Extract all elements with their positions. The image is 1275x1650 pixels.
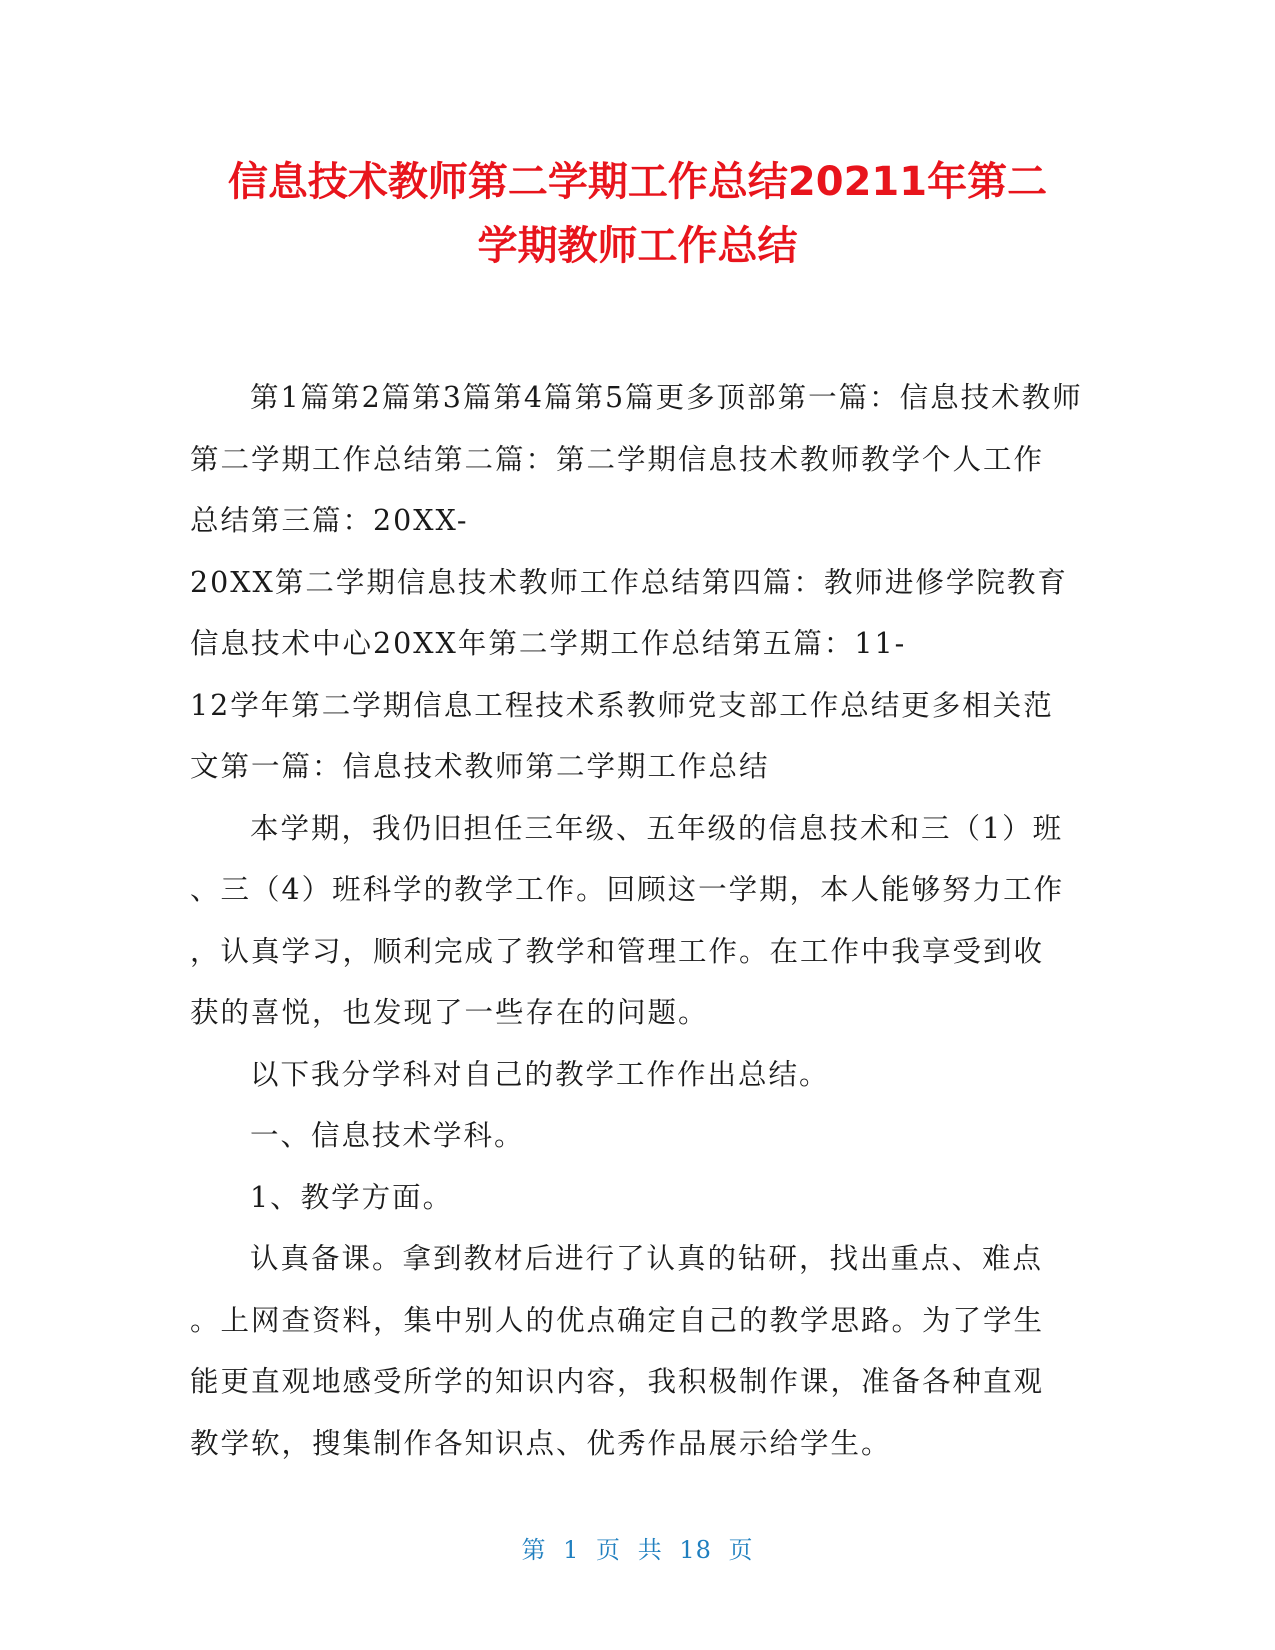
- page-footer: [0, 1535, 1275, 1565]
- text-line: 第1篇第2篇第3篇第4篇第5篇更多顶部第一篇：信息技术教师: [250, 381, 1083, 414]
- text-line: 本学期，我仍旧担任三年级、五年级的信息技术和三（1）班: [250, 811, 1064, 845]
- title-line: 学期教师工作总结: [477, 223, 798, 269]
- intro-paragraph: [190, 367, 1083, 798]
- body-paragraph: [190, 1228, 1070, 1474]
- text-line: ，认真学习，顺利完成了教学和管理工作。在工作中我享受到收: [190, 934, 1045, 968]
- total-label: 共: [637, 1536, 663, 1564]
- text-line: 20XX第二学期信息技术教师工作总结第四篇：教师进修学院教育: [190, 565, 1068, 599]
- section-heading: [190, 1105, 1070, 1167]
- text-line: 以下我分学科对自己的教学工作作出总结。: [250, 1057, 830, 1091]
- page-number: 1: [563, 1536, 580, 1564]
- text-line: 第二学期工作总结第二篇：第二学期信息技术教师教学个人工作: [190, 442, 1045, 476]
- text-line: 教学软，搜集制作各知识点、优秀作品展示给学生。: [190, 1426, 892, 1460]
- title-line: 信息技术教师第二学期工作总结20211年第二: [227, 159, 1048, 205]
- body-paragraph: [190, 1044, 1070, 1106]
- text-line: 1、教学方面。: [250, 1180, 454, 1214]
- text-line: 、三（4）班科学的教学工作。回顾这一学期，本人能够努力工作: [190, 873, 1065, 906]
- page-label: 页: [596, 1536, 622, 1564]
- body-paragraph: [190, 798, 1070, 1044]
- text-line: 一、信息技术学科。: [250, 1119, 525, 1152]
- total-label: 页: [728, 1536, 754, 1564]
- text-line: 能更直观地感受所学的知识内容，我积极制作课，准备各种直观: [190, 1365, 1045, 1398]
- document-body: [190, 367, 1083, 1474]
- text-line: 信息技术中心20XX年第二学期工作总结第五篇：11-: [190, 627, 907, 660]
- text-line: 文第一篇：信息技术教师第二学期工作总结: [190, 750, 770, 783]
- text-line: 总结第三篇：20XX-: [190, 504, 469, 537]
- page-label: 第: [521, 1536, 547, 1564]
- text-line: 。上网查资料，集中别人的优点确定自己的教学思路。为了学生: [190, 1303, 1045, 1337]
- subsection-heading: [190, 1167, 1070, 1229]
- document-title: [150, 150, 1125, 278]
- text-line: 获的喜悦，也发现了一些存在的问题。: [190, 996, 709, 1029]
- text-line: 认真备课。拿到教材后进行了认真的钻研，找出重点、难点: [250, 1242, 1044, 1275]
- text-line: 12学年第二学期信息工程技术系教师党支部工作总结更多相关范: [190, 688, 1054, 722]
- total-pages: 18: [679, 1536, 712, 1564]
